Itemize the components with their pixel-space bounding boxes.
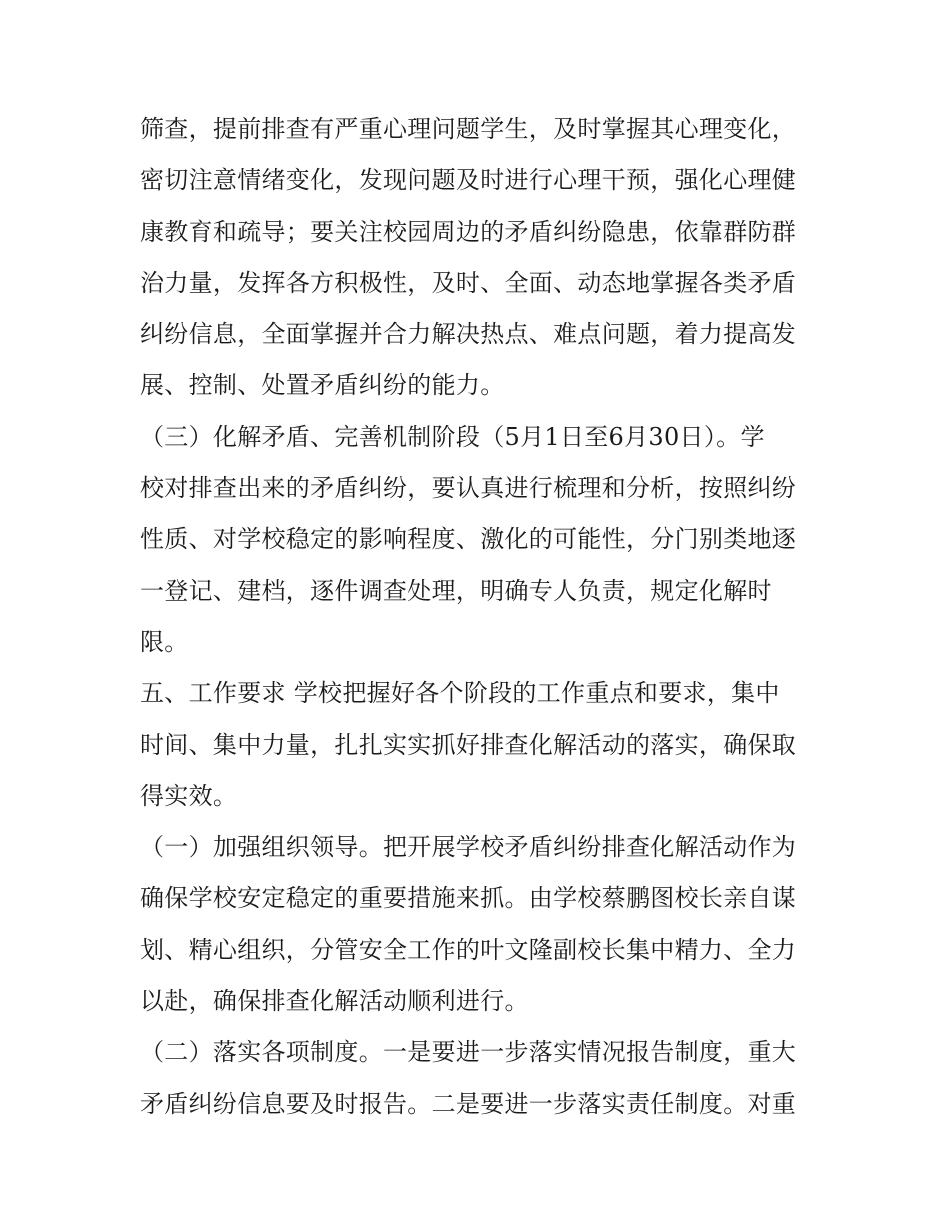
- text-line: 一登记、建档，逐件调查处理，明确专人负责，规定化解时: [140, 576, 772, 605]
- text-line: 展、控制、处置矛盾纠纷的能力。: [140, 371, 505, 400]
- text-line: 限。: [140, 627, 189, 656]
- text-line: 校对排查出来的矛盾纠纷，要认真进行梳理和分析，按照纠纷: [140, 474, 797, 503]
- text-line: 密切注意情绪变化，发现问题及时进行心理干预，强化心理健: [140, 166, 797, 195]
- text-line: 矛盾纠纷信息要及时报告。二是要进一步落实责任制度。对重: [140, 1089, 797, 1118]
- text-line: 筛查，提前排查有严重心理问题学生，及时掌握其心理变化，: [140, 115, 797, 143]
- text-line: 纠纷信息，全面掌握并合力解决热点、难点问题，着力提高发: [140, 320, 797, 349]
- document-body: [140, 104, 820, 1130]
- text-line: 五、工作要求 学校把握好各个阶段的工作重点和要求，集中: [140, 679, 780, 708]
- text-line: 治力量，发挥各方积极性，及时、全面、动态地掌握各类矛盾: [140, 268, 797, 297]
- text-line: 确保学校安定稳定的重要措施来抓。由学校蔡鹏图校长亲自谋: [140, 884, 797, 913]
- text-line: 得实效。: [140, 781, 238, 810]
- text-line: （二）落实各项制度。一是要进一步落实情况报告制度，重大: [140, 1038, 797, 1067]
- text-line: 时间、集中力量，扎扎实实抓好排查化解活动的落实，确保取: [140, 730, 797, 759]
- text-line: 划、精心组织，分管安全工作的叶文隆副校长集中精力、全力: [140, 935, 797, 964]
- text-line: （一）加强组织领导。把开展学校矛盾纠纷排查化解活动作为: [140, 833, 797, 862]
- text-line: 以赴，确保排查化解活动顺利进行。: [140, 987, 529, 1016]
- text-line: 性质、对学校稳定的影响程度、激化的可能性，分门别类地逐: [140, 525, 797, 554]
- text-line: 康教育和疏导；要关注校园周边的矛盾纠纷隐患，依靠群防群: [140, 217, 797, 246]
- text-line: （三）化解矛盾、完善机制阶段（5月1日至6月30日）。学: [140, 422, 765, 451]
